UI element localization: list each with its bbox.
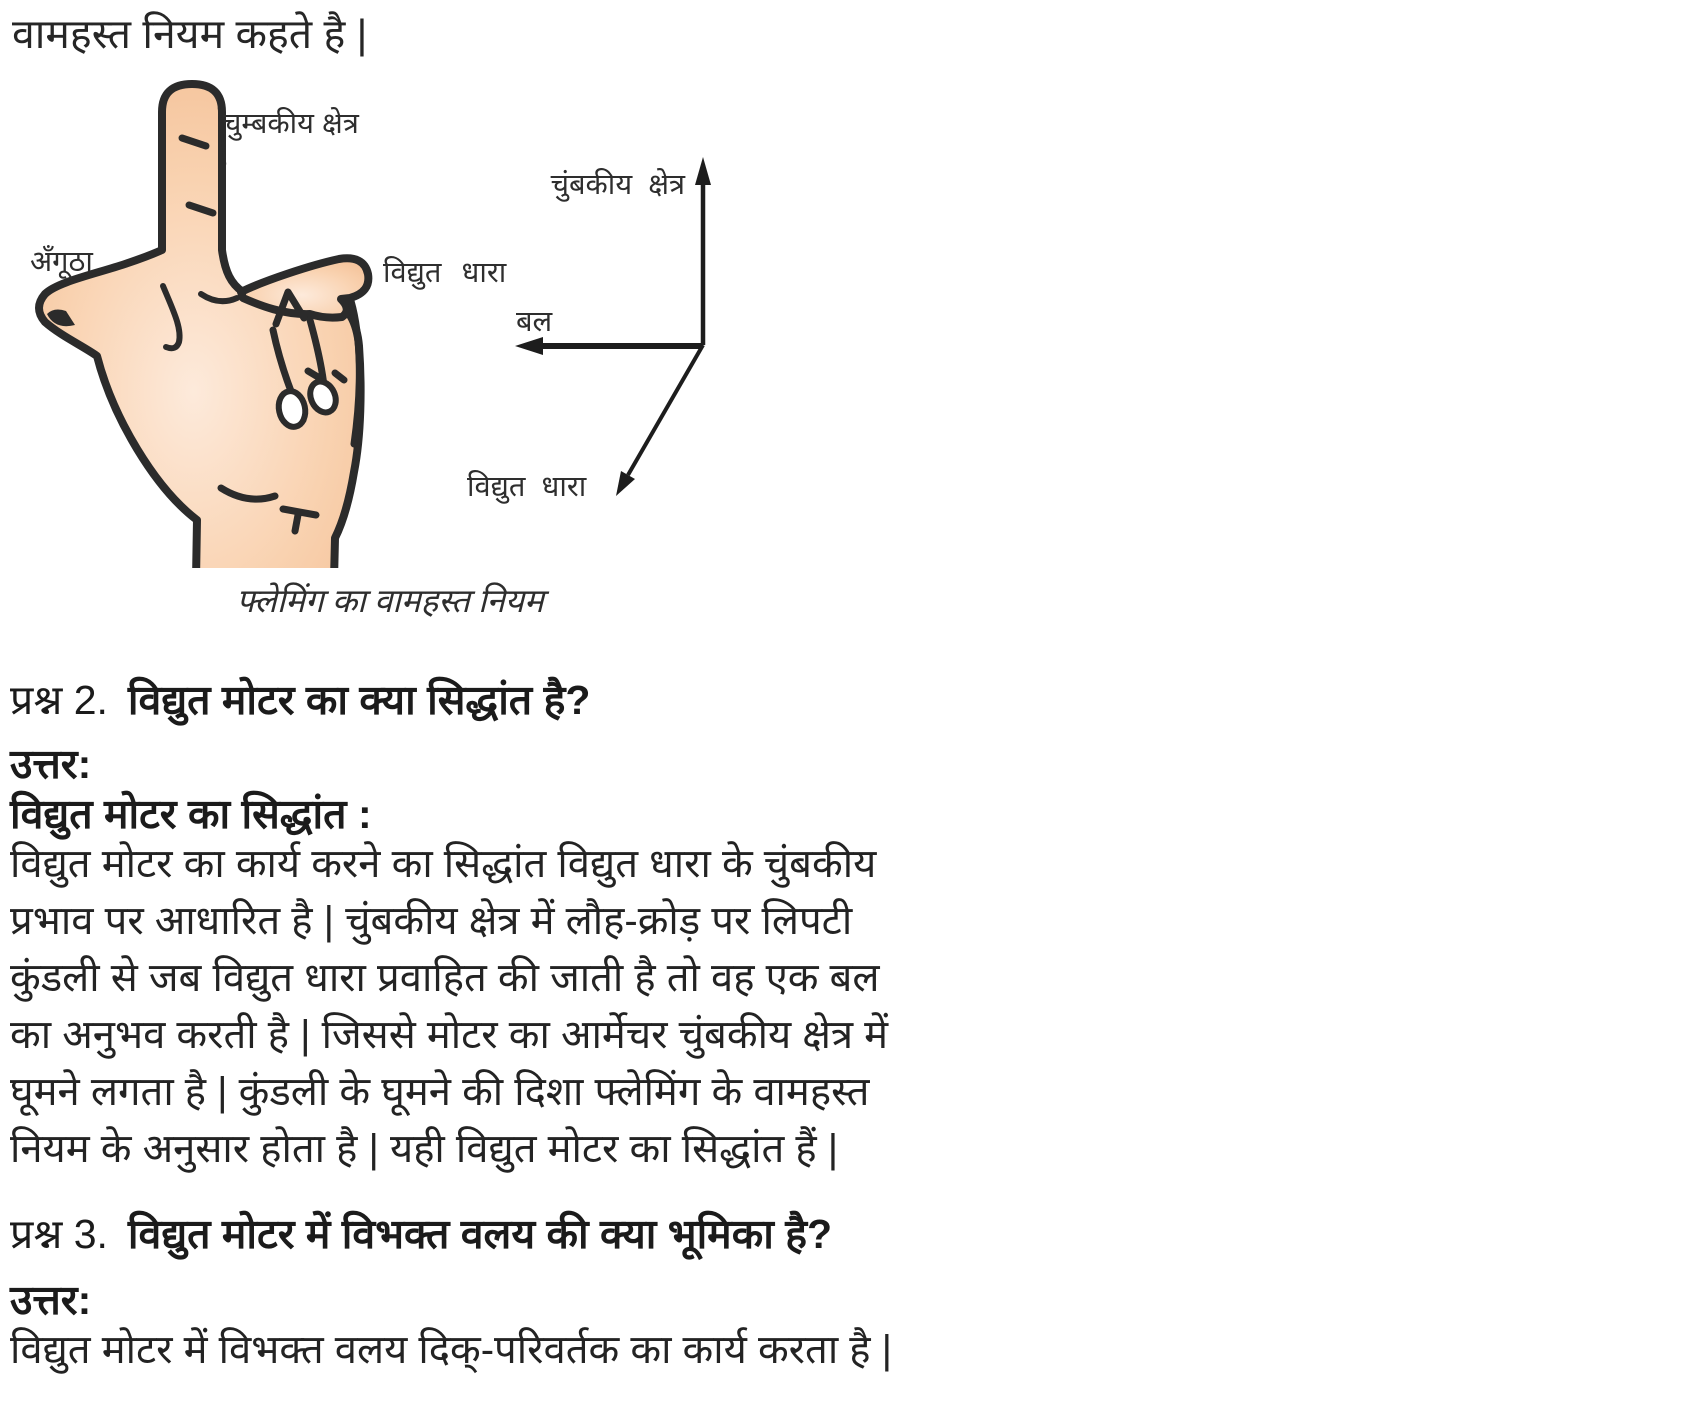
question-2-number: प्रश्न 2.: [10, 677, 108, 723]
intro-text: वामहस्त नियम कहते है |: [12, 11, 368, 57]
answer-label-3: उत्तर:: [10, 1277, 92, 1323]
question-2-text: विद्युत मोटर का क्या सिद्धांत है?: [127, 677, 591, 723]
middle-finger: [241, 258, 368, 317]
current-arrow: [628, 345, 703, 475]
answer-label-2: उत्तर:: [10, 741, 92, 787]
answer-line: का अनुभव करती है | जिससे मोटर का आर्मेचर चुंबकीय क्षेत्र में: [10, 1013, 889, 1057]
figure-caption: फ्लेमिंग का वामहस्त नियम: [236, 584, 544, 620]
vector-label-force: बल: [516, 306, 553, 338]
answer-heading-2: विद्युत मोटर का सिद्धांत :: [10, 791, 372, 837]
hand-label-magnetic-field: चुम्बकीय क्षेत्र: [223, 108, 359, 140]
answer-2-paragraph: [10, 836, 888, 1178]
vector-label-current: विद्युत धारा: [467, 471, 587, 503]
hand-label-current: विद्युत धारा: [383, 257, 507, 289]
question-2: [10, 672, 590, 728]
answer-line: प्रभाव पर आधारित है | चुंबकीय क्षेत्र में लौह-क्रोड़ पर लिपटी: [10, 899, 853, 943]
answer-line: विद्युत मोटर में विभक्त वलय दिक्-परिवर्तक का कार्य करता है |: [10, 1328, 893, 1372]
answer-line: नियम के अनुसार होता है | यही विद्युत मोटर का सिद्धांत हैं |: [10, 1127, 839, 1171]
question-3: [10, 1206, 832, 1262]
answer-line: घूमने लगता है | कुंडली के घूमने की दिशा फ्लेमिंग के वामहस्त: [10, 1070, 870, 1114]
left-hand-illustration: [5, 68, 475, 568]
answer-3-paragraph: [10, 1322, 892, 1379]
answer-line: कुंडली से जब विद्युत धारा प्रवाहित की जाती है तो वह एक बल: [10, 956, 880, 1000]
vector-label-magnetic-field: चुंबकीय क्षेत्र: [550, 169, 685, 201]
question-3-text: विद्युत मोटर में विभक्त वलय की क्या भूमिका है?: [127, 1211, 833, 1257]
current-arrowhead: [616, 471, 635, 496]
magnetic-field-arrowhead: [695, 157, 711, 185]
hand-label-thumb: अँगूठा: [30, 246, 93, 278]
question-3-number: प्रश्न 3.: [10, 1211, 108, 1257]
answer-line: विद्युत मोटर का कार्य करने का सिद्धांत विद्युत धारा के चुंबकीय: [10, 842, 877, 886]
